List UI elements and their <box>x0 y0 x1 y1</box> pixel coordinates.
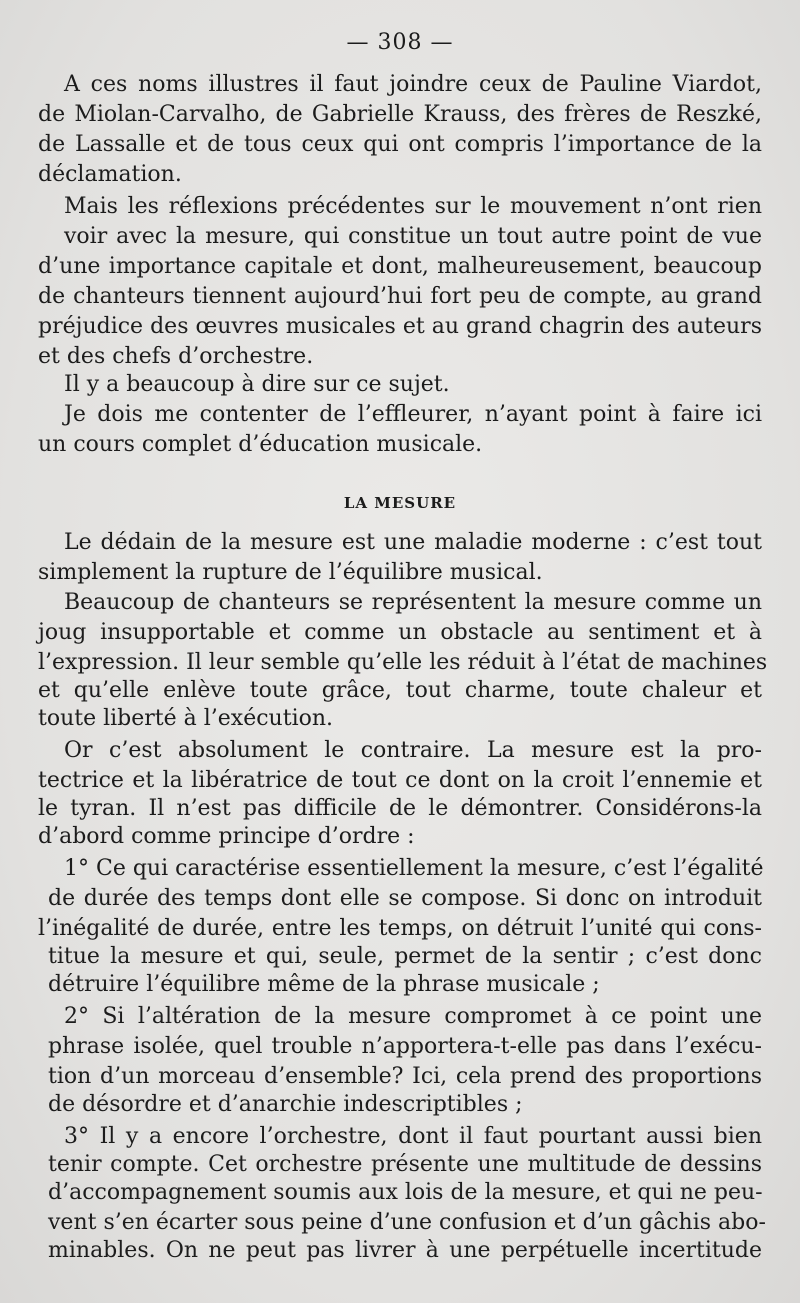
text-line: vent s’en écarter sous peine d’une confusion et d’un gâchis abo- <box>48 1210 766 1235</box>
text-line: Il y a beaucoup à dire sur ce sujet. <box>64 372 450 397</box>
text-line: déclamation. <box>38 162 182 187</box>
text-line: 3° Il y a encore l’orchestre, dont il faut pourtant aussi bien <box>64 1124 762 1149</box>
text-line: d’accompagnement soumis aux lois de la mesure, et qui ne peu- <box>48 1180 763 1205</box>
text-line: de durée des temps dont elle se compose. Si donc on introduit <box>48 886 762 911</box>
text-line: d’une importance capitale et dont, malheureusement, beaucoup <box>38 254 762 279</box>
text-line: minables. On ne peut pas livrer à une perpétuelle incertitude <box>48 1238 762 1263</box>
text-line: Le dédain de la mesure est une maladie moderne : c’est tout <box>64 530 762 555</box>
text-line: Mais les réflexions précédentes sur le mouvement n’ont rien <box>64 194 762 219</box>
text-line: détruire l’équilibre même de la phrase musicale ; <box>48 972 600 997</box>
text-line: Beaucoup de chanteurs se représentent la mesure comme un <box>64 590 762 615</box>
text-line: l’inégalité de durée, entre les temps, on détruit l’unité qui cons- <box>38 916 762 941</box>
text-line: tion d’un morceau d’ensemble? Ici, cela prend des proportions <box>48 1064 762 1089</box>
text-line: 1° Ce qui caractérise essentiellement la mesure, c’est l’égalité <box>64 856 764 881</box>
section-heading: LA MESURE <box>343 494 457 512</box>
text-line: Je dois me contenter de l’effleurer, n’ayant point à faire ici <box>64 402 762 427</box>
text-line: de Lassalle et de tous ceux qui ont compris l’importance de la <box>38 132 762 157</box>
text-line: et des chefs d’orchestre. <box>38 344 314 369</box>
text-line: tectrice et la libératrice de tout ce dont on la croit l’ennemie et <box>38 768 762 793</box>
text-line: un cours complet d’éducation musicale. <box>38 432 483 457</box>
text-line: tenir compte. Cet orchestre présente une multitude de dessins <box>48 1152 762 1177</box>
text-line: le tyran. Il n’est pas difficile de le démontrer. Considérons-la <box>38 796 762 821</box>
text-line: titue la mesure et qui, seule, permet de la sentir ; c’est donc <box>48 944 762 969</box>
text-line: voir avec la mesure, qui constitue un tout autre point de vue <box>64 224 762 249</box>
text-line: Or c’est absolument le contraire. La mesure est la pro- <box>64 738 762 763</box>
text-line: toute liberté à l’exécution. <box>38 706 334 731</box>
text-line: A ces noms illustres il faut joindre ceux de Pauline Viardot, <box>64 72 762 97</box>
text-line: 2° Si l’altération de la mesure compromet à ce point une <box>64 1004 762 1029</box>
text-line: phrase isolée, quel trouble n’apportera-t-elle pas dans l’exécu- <box>48 1034 762 1059</box>
text-line: de Miolan-Carvalho, de Gabrielle Krauss, des frères de Reszké, <box>38 102 762 127</box>
text-line: de chanteurs tiennent aujourd’hui fort peu de compte, au grand <box>38 284 762 309</box>
text-line: de désordre et d’anarchie indescriptibles ; <box>48 1092 523 1117</box>
text-line: l’expression. Il leur semble qu’elle les réduit à l’état de machines <box>38 650 768 675</box>
text-line: et qu’elle enlève toute grâce, tout charme, toute chaleur et <box>38 678 762 703</box>
text-line: joug insupportable et comme un obstacle au sentiment et à <box>38 620 762 645</box>
page-number: — 308 — <box>346 30 454 55</box>
text-line: d’abord comme principe d’ordre : <box>38 824 415 849</box>
text-line: préjudice des œuvres musicales et au grand chagrin des auteurs <box>38 314 762 339</box>
text-line: simplement la rupture de l’équilibre musical. <box>38 560 543 585</box>
